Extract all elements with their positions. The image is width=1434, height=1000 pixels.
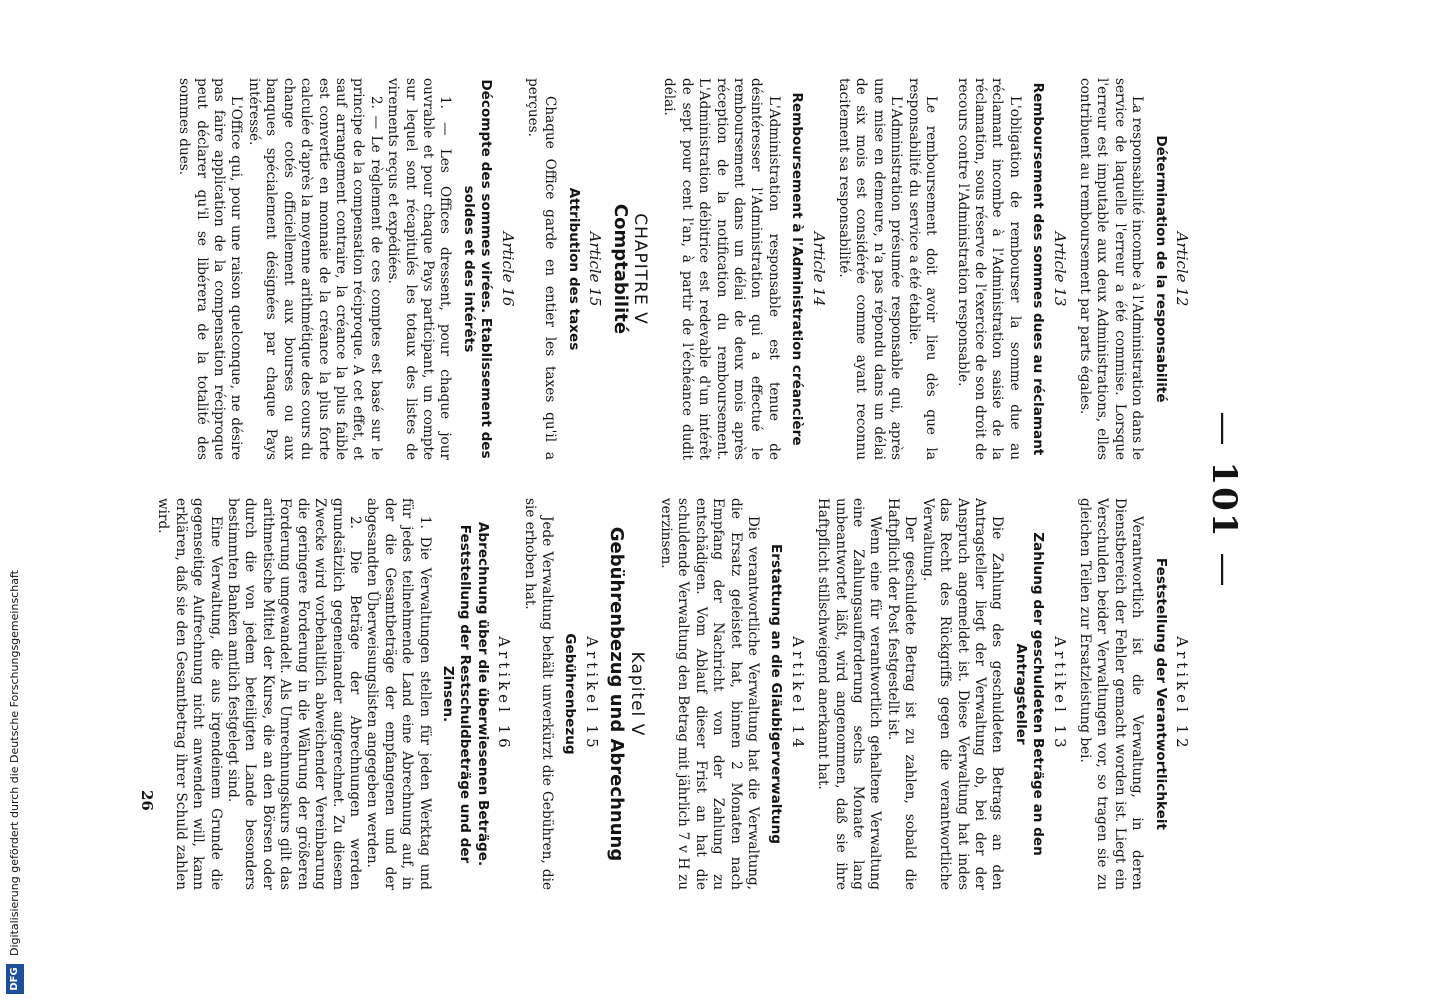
paragraph: La responsabilité incombe à l'Administration dans le service de laquelle l'erreur a été commise. Lorsque l'erreur est imputable aux deux Administrations, elles contribuent au remboursement par parts égales.: [1076, 78, 1146, 460]
french-column: [138, 78, 1198, 460]
paragraph: Le remboursement doit avoir lieu dès que la responsabilité du service a été établie.: [905, 78, 940, 460]
paragraph: Verantwortlich ist die Verwaltung, in deren Dienstbereich der Fehler gemacht worden ist. Liegt ein Verschulden beider Verwaltungen vor, so tragen sie zu gleichen Teilen zur Ersatzleistung bei.: [1076, 498, 1146, 890]
article-heading: Gebührenbezug: [562, 633, 579, 755]
article-title: Article 14: [809, 231, 828, 307]
paragraph: Wenn eine für verantwortlich gehaltene Verwaltung eine Zahlungsaufforderung sechs Monate lang unbeantwortet läßt, wird angenommen, daß sie ihre Haftpflicht stillschweigend anerkannt hat.: [815, 498, 884, 890]
page-header: [1204, 0, 1244, 1000]
paragraph: 2. — Le règlement de ces comptes est basé sur le principe de la compensation réciproque. A cet effet, et sauf arrangement contraire, la créance la plus faible est convertie en monnaie de la créance la plus forte calculée d'après la moyenne arithmétique des cours du change cotés officiellement aux bourses ou aux banques spécialement désignées par chaque Pays intéressé.: [245, 78, 384, 460]
chapter-title: Kapitel V: [626, 651, 647, 737]
paragraph: L'obligation de rembourser la somme due au réclamant incombe à l'Administration saisie de la réclamation, sous réserve de l'exercice de son droit de recours contre l'Administration responsable.: [954, 78, 1023, 460]
header-dash: —: [1204, 552, 1244, 589]
german-column: [138, 498, 1198, 890]
article-title: Article 16: [498, 231, 517, 307]
article-heading: Remboursement à l'Administration créancière: [789, 92, 806, 446]
paragraph: Der geschuldete Betrag ist zu zahlen, sobald die Haftpflicht der Post festgestellt ist.: [884, 498, 919, 890]
article-heading: Zahlung der geschuldeten Beträge an den Antragsteller: [1012, 532, 1047, 856]
paragraph: 1. — Les Offices dressent, pour chaque jour ouvrable et pour chaque Pays participant, un compte sur lequel sont récapitulés les totaux des listes de virements reçus et expédiées.: [385, 78, 454, 460]
header-dash: —: [1204, 411, 1244, 448]
chapter-subtitle: Gebührenbezug und Abrechnung: [606, 526, 628, 862]
paragraph: L'Administration présumée responsable qui, après une mise en demeure, n'a pas répondu dans un délai de six mois est considérée comme ayant reconnu tacitement sa responsabilité.: [836, 78, 905, 460]
article-heading: Remboursement des sommes dues au réclamant: [1030, 82, 1047, 456]
page-number: 101: [1204, 461, 1244, 539]
paragraph: Die Zahlung des geschuldeten Betrags an den Antragsteller liegt der Verwaltung ob, bei der der Anspruch angemeldet ist. Diese Verwaltung hat indes das Recht des Rückgriffs gegen die verantwortliche Verwaltung.: [919, 498, 1006, 890]
paragraph: 2. Die Beträge der Abrechnungen werden grundsätzlich gegeneinander aufgerechnet. Zu diesem Zwecke wird vorbehaltlich abweichender Vereinbarung die geringere Forderung in die Währung der größeren Forderung umgewandelt. Als Umrechnungskurs gilt das arithmetische Mittel der Kurse, die an den Börsen oder durch die von jedem beteiligten Lande besonders bestimmten Banken amtlich festgelegt sind.: [225, 498, 363, 890]
paragraph: Chaque Office garde en entier les taxes qu'il a perçues.: [525, 78, 559, 460]
article-heading: Détermination de la responsabilité: [1152, 135, 1169, 403]
paragraph: L'Office qui, pour une raison quelconque, ne désire pas faire application de la compensation réciproque peut déclarer qu'il se libérera de la totalité des sommes dues.: [176, 78, 245, 460]
paragraph: Die verantwortliche Verwaltung hat die Verwaltung, die Ersatz geleistet hat, binnen 2 Monaten nach Empfang der Nachricht von der Zahlung zu entschädigen. Vom Ablauf dieser Frist an hat die schuldende Verwaltung den Betrag mit jährlich 7 v H zu verzinsen.: [658, 498, 762, 890]
article-title: Article 12: [1173, 231, 1191, 307]
paragraph: L'Administration responsable est tenue de désintéresser l'Administration qui a effectué le remboursement dans un délai de deux mois après réception de la notification du remboursement. L'Administration débitrice est redevable d'un intérêt de sept pour cent l'an, à partir de l'échéance dudit délai.: [661, 78, 782, 460]
article-title: Artikel 16: [495, 636, 514, 752]
chapter-subtitle: Comptabilité: [609, 203, 631, 335]
paragraph: Jede Verwaltung behält unverkürzt die Gebühren, die sie erhoben hat.: [521, 498, 555, 890]
article-title: Artikel 14: [788, 636, 807, 752]
article-title: Article 13: [1050, 231, 1069, 307]
article-title: Artikel 12: [1173, 636, 1191, 752]
article-title: Artikel 15: [582, 636, 601, 752]
article-heading: Feststellung der Verantwortlichkeit: [1152, 557, 1169, 831]
article-title: Artikel 13: [1050, 636, 1069, 752]
article-heading: Abrechnung über die überwiesenen Beträge. Feststellung der Restschuldbeträge und der Zinsen.: [439, 521, 491, 867]
article-heading: Erstattung an die Gläubigerverwaltung: [768, 544, 785, 844]
article-heading: Décompte des sommes virées. Etablissement des soldes et des intérêts: [460, 79, 495, 459]
footer-page-number: 26: [138, 790, 156, 811]
article-title: Article 15: [586, 231, 605, 307]
dfg-logo-text: DFG: [9, 967, 20, 991]
chapter-title: CHAPITRE V: [630, 213, 651, 325]
article-heading: Attribution des taxes: [565, 187, 582, 351]
paragraph: 1. Die Verwaltungen stellen für jeden Werktag und für jedes teilnehmende Land eine Abrechnung auf, in der die Gesamtbeträge der empfangenen und der abgesandten Überweisungslisten angegeben werden.: [364, 498, 433, 890]
digitization-credit: Digitalisierung gefördert durch die Deutsche Forschungsgemeinschaft: [8, 570, 21, 956]
paragraph: Eine Verwaltung, die aus irgendeinem Grunde die gegenseitige Aufrechnung nicht anwenden will, kann erklären, daß sie den Gesamtbetrag ihrer Schuld zahlen wird.: [155, 498, 224, 890]
